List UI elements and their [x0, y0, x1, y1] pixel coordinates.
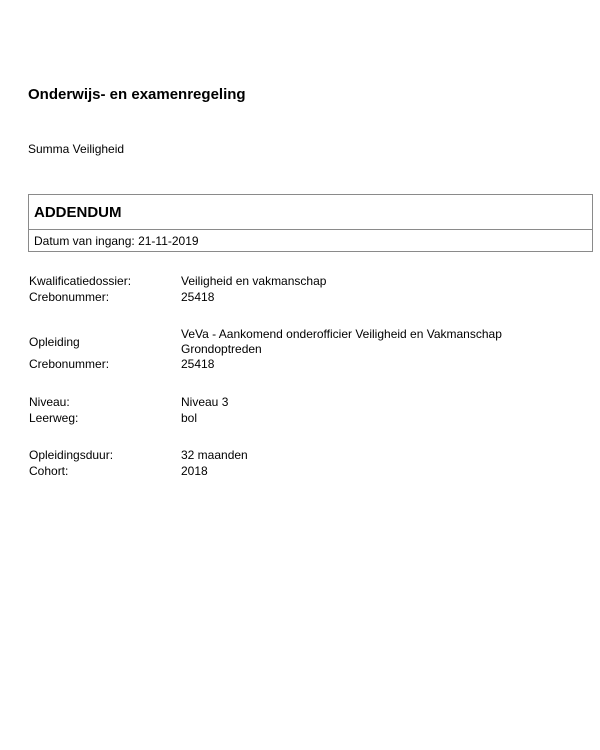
field-value-line: VeVa - Aankomend onderofficier Veiligheid en Vakmanschap: [181, 327, 502, 341]
field-label: Opleiding: [29, 334, 80, 349]
field-value: Niveau 3: [181, 395, 229, 409]
field-kwalificatiedossier: [29, 274, 581, 289]
field-leerweg: [29, 411, 581, 426]
field-value: [181, 327, 581, 357]
organisation-name: Summa Veiligheid: [28, 142, 125, 156]
field-value-line: Grondoptreden: [181, 342, 262, 356]
field-value: 32 maanden: [181, 448, 248, 462]
field-value: Veiligheid en vakmanschap: [181, 274, 327, 288]
field-label: Niveau:: [29, 395, 70, 409]
field-opleidingsduur: [29, 448, 581, 463]
field-value: 2018: [181, 464, 208, 478]
field-value: bol: [181, 411, 198, 425]
field-label: Crebonummer:: [29, 357, 110, 371]
field-label: Cohort:: [29, 464, 69, 478]
field-label: Opleidingsduur:: [29, 448, 114, 462]
field-label: Kwalificatiedossier:: [29, 274, 132, 288]
page-title: Onderwijs- en examenregeling: [28, 86, 246, 103]
field-cohort: [29, 464, 581, 479]
field-opleiding: [29, 327, 581, 357]
field-crebonummer-2: [29, 357, 581, 372]
field-value: 25418: [181, 357, 215, 371]
addendum-heading: ADDENDUM: [29, 195, 592, 230]
field-value: 25418: [181, 290, 215, 304]
addendum-box: [28, 194, 593, 252]
field-label: Leerweg:: [29, 411, 79, 425]
field-crebonummer-1: [29, 290, 581, 305]
addendum-effective-date: Datum van ingang: 21-11-2019: [34, 233, 199, 248]
field-label: Crebonummer:: [29, 290, 110, 304]
field-niveau: [29, 395, 581, 410]
